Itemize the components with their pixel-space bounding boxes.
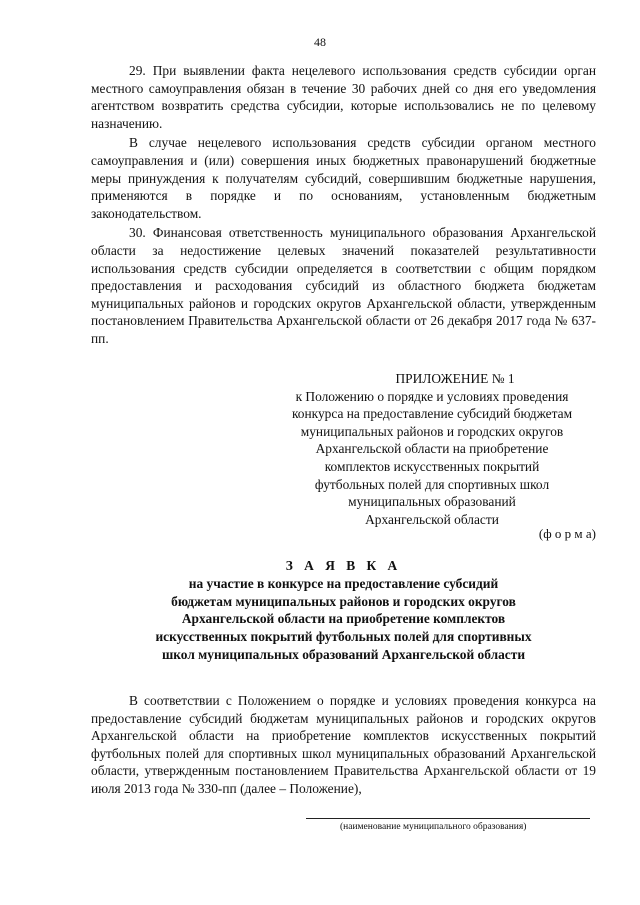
appendix-line: футбольных полей для спортивных школ [314,476,550,492]
application-title: З А Я В К А [285,558,402,573]
fill-in-line [306,818,590,819]
subtitle-line: искусственных покрытий футбольных полей для спортивных [155,629,532,645]
appendix-line: комплектов искусственных покрытий [324,458,540,474]
paragraph-29: 29. При выявлении факта нецелевого использования средств субсидии орган местного самоуправления обязан в течение 30 рабочих дней со дня его уведомления агентством возвратить средства субсидии, которые использовались не по целевому назначению. [91,63,596,131]
application-title-block [91,557,596,664]
body-text [91,62,596,348]
appendix-line: к Положению о порядке и условиях проведения [295,388,569,404]
appendix-line: муниципальных районов и городских округов [300,423,564,439]
subtitle-line: Архангельской области на приобретение комплектов [181,611,506,627]
page-number: 48 [314,35,326,49]
forma-label: (ф о р м а) [538,526,596,541]
application-paragraph: В соответствии с Положением о порядке и условиях проведения конкурса на предоставление субсидий бюджетам муниципальных районов и городских округов Архангельской области на приобретение комплектов искусственных покрытий футбольных полей для спортивных школ муниципальных образований Архангельской области, утвержденным постановлением Правительства Архангельской области от 19 июля 2013 года № 330-пп (далее – Положение), [91,693,596,796]
appendix-line: Архангельской области [365,511,499,527]
appendix-heading: ПРИЛОЖЕНИЕ № 1 [395,371,515,386]
municipality-caption: (наименование муниципального образования) [340,822,527,832]
subtitle-line: на участие в конкурсе на предоставление субсидий [188,575,499,591]
subtitle-line: школ муниципальных образований Архангельской области [161,646,526,662]
application-body [91,692,596,798]
appendix-line: конкурса на предоставление субсидий бюджетам [291,406,573,422]
paragraph-misuse: В случае нецелевого использования средств субсидии органом местного самоуправления и (или) совершения иных бюджетных правонарушений бюджетные меры принуждения к получателям субсидий, совершившим бюджетные нарушения, применяются в порядке и по основаниям, установленным бюджетным законодательством. [91,135,596,221]
appendix-line: Архангельской области на приобретение [315,441,549,457]
paragraph-30: 30. Финансовая ответственность муниципального образования Архангельской области за недостижение целевых значений показателей результативности использования средств субсидии определяется в соответствии с общим порядком предоставления и расходования субсидий из областного бюджета бюджетам муниципальных районов и городских округов Архангельской области, утвержденным постановлением Правительства Архангельской области от 26 декабря 2017 года № 637-пп. [91,225,596,346]
appendix-block [268,370,596,528]
subtitle-line: бюджетам муниципальных районов и городских округов [171,593,516,609]
appendix-line: муниципальных образований [348,494,516,510]
